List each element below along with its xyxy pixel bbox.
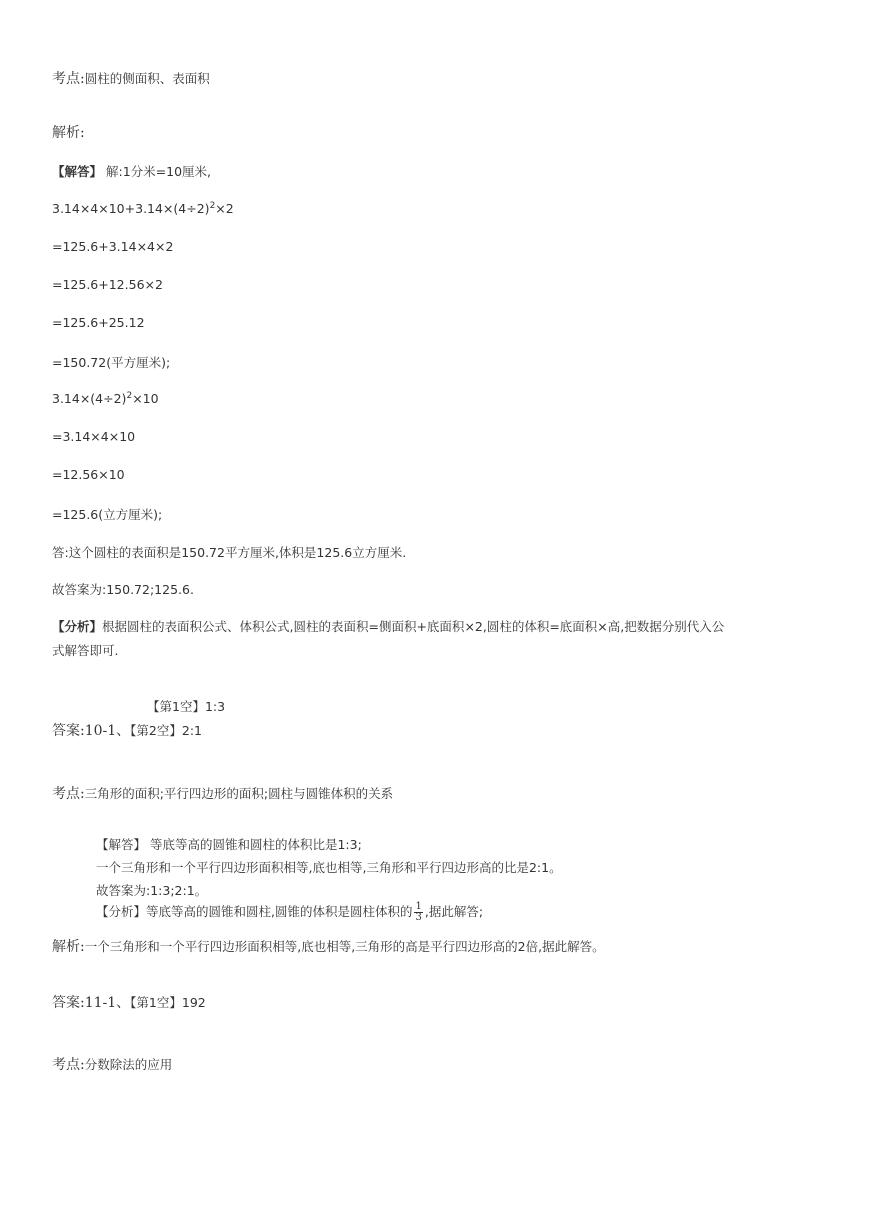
calc-line: $3.14\times 4\times 10+3.14\times(4\div 2)^2\times 2$: [52, 201, 234, 216]
analysis-row-2: [96, 902, 483, 923]
answer-intro-row: [52, 162, 211, 180]
jiexi-line: 故答案为:1:3;2:1。: [96, 883, 208, 898]
conclusion: 答:这个圆柱的表面积是150.72平方厘米,体积是125.6立方厘米.: [52, 545, 407, 560]
analysis-post: ,据此解答;: [424, 904, 484, 919]
analysis-pre: 【分析】等底等高的圆锥和圆柱,圆锥的体积是圆柱体积的: [96, 904, 413, 919]
blank-1: 【第1空】192: [130, 995, 206, 1010]
calc-line: $3.14\times(4\div 2)^2\times 10$: [52, 391, 159, 406]
kaodian-text: 分数除法的应用: [84, 1057, 173, 1072]
fraction: $\frac{1}{3}$: [415, 901, 422, 923]
daan-label: 答案:: [52, 995, 85, 1011]
calc-line: =125.6+12.56×2: [52, 277, 163, 292]
blank-2: 【第2空】2:1: [130, 723, 202, 738]
daan-number: 11-1、: [84, 995, 131, 1011]
calc-line: =125.6(立方厘米);: [52, 507, 163, 522]
kaodian-row-3: [52, 1054, 172, 1074]
kaodian-text: 三角形的面积;平行四边形的面积;圆柱与圆锥体积的关系: [84, 786, 394, 801]
kaodian-row-2: [52, 783, 393, 803]
jiexi-line: 一个三角形和一个平行四边形面积相等,底也相等,三角形和平行四边形高的比是2:1。: [96, 860, 562, 875]
answer-head: 【解答】: [52, 164, 103, 179]
jiexi-line: 【解答】 等底等高的圆锥和圆柱的体积比是1:3;: [96, 837, 362, 852]
kaodian-text: 圆柱的侧面积、表面积: [84, 71, 210, 86]
calc-line: =150.72(平方厘米);: [52, 355, 171, 370]
kaodian-label: 考点:: [52, 71, 85, 87]
calc-line: =3.14×4×10: [52, 429, 136, 444]
kaodian-row-1: [52, 68, 210, 88]
analysis-last: 一个三角形和一个平行四边形面积相等,底也相等,三角形的高是平行四边形高的2倍,据此解答。: [84, 939, 605, 954]
jiexi-row-2: [52, 936, 605, 956]
daan-label: 答案:: [52, 723, 85, 739]
blank-1: 【第1空】1:3: [147, 699, 226, 714]
kaodian-label: 考点:: [52, 786, 85, 802]
analysis-line1: 根据圆柱的表面积公式、体积公式,圆柱的表面积=侧面积+底面积×2,圆柱的体积=底面积×高,把数据分别代入公: [102, 619, 725, 634]
jiexi-label: 解析:: [52, 125, 85, 141]
daan-row-10: [52, 720, 202, 740]
calc-line: =125.6+3.14×4×2: [52, 239, 174, 254]
kaodian-label: 考点:: [52, 1057, 85, 1073]
answer-intro: 解:1分米=10厘米,: [106, 164, 212, 179]
analysis-line2: 式解答即可.: [52, 643, 119, 658]
analysis-head: 【分析】: [52, 619, 103, 634]
jiexi-label: 解析:: [52, 939, 85, 955]
final-answer: 故答案为:150.72;125.6.: [52, 582, 194, 597]
calc-line: =125.6+25.12: [52, 315, 145, 330]
daan-number: 10-1、: [84, 723, 131, 739]
daan-row-11: [52, 992, 206, 1012]
analysis-row: [52, 617, 724, 635]
calc-line: =12.56×10: [52, 467, 125, 482]
